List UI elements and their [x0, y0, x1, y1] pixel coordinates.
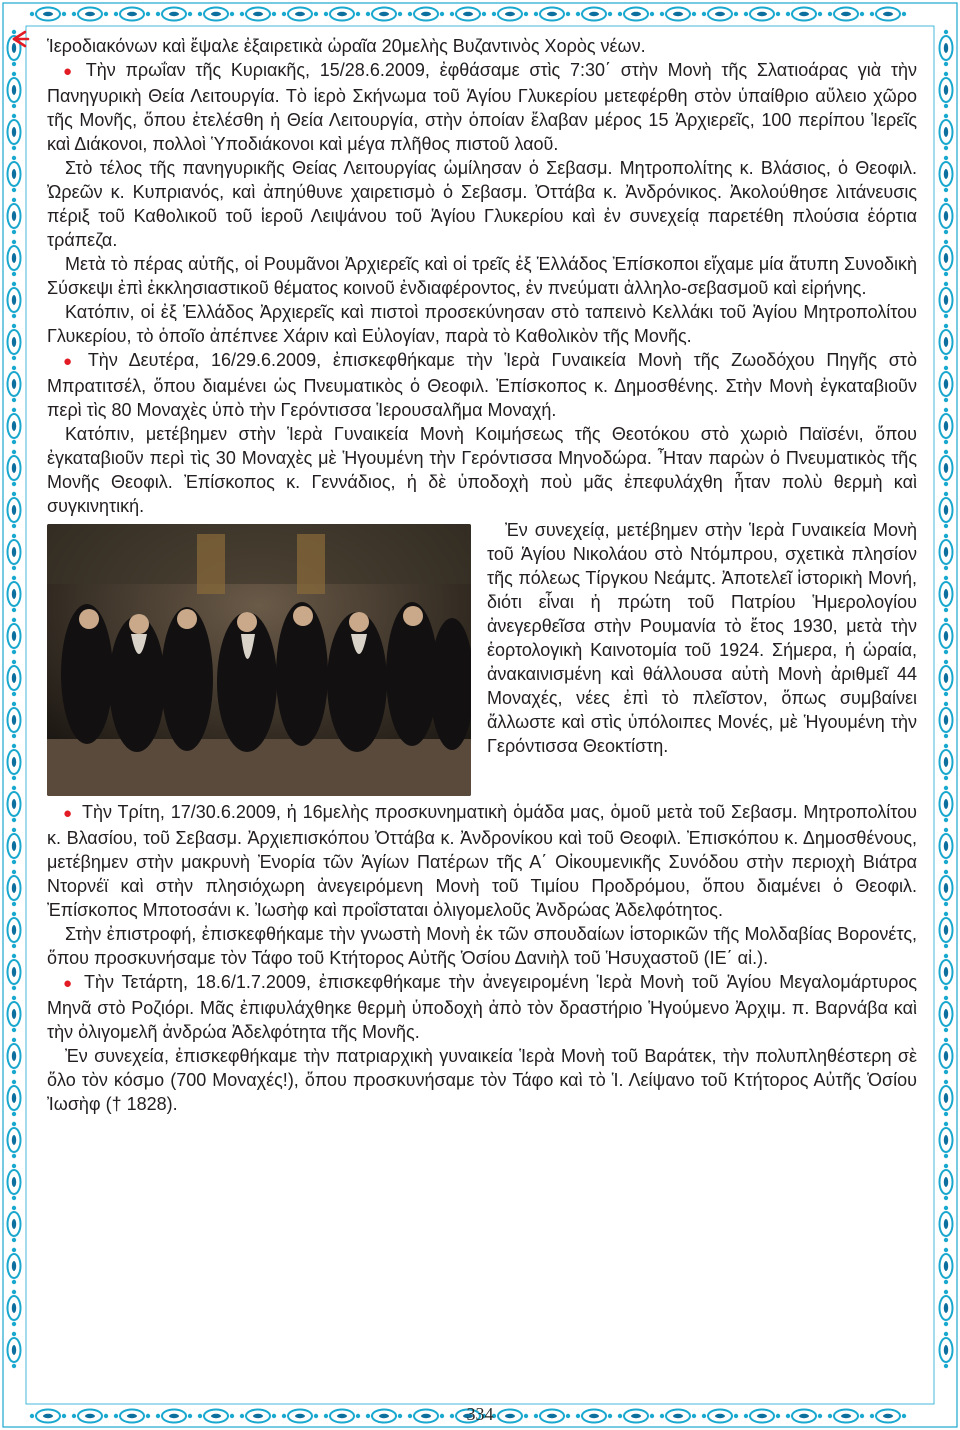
border-ornament [940, 1206, 953, 1242]
border-ornament [534, 8, 570, 21]
border-ornament [940, 954, 953, 990]
border-ornament [72, 8, 108, 21]
border-ornament [8, 366, 21, 402]
paragraph-12: Ἐν συνεχεία, ἐπισκεφθήκαμε τὴν πατριαρχικὴ γυναικεία Ἱερὰ Μονὴ τοῦ Βαράτεκ, τὴν πολυπληθέστερη σὲ ὅλο τὸν κόσμο (700 Μοναχές!), ὅπου προσκυνήσαμε τὸν Τάφο καὶ τὸ Ἱ. Λείψανο τοῦ Κτήτορος Αὐτῆς Ὁσίου Ἰωσὴφ († 1828). [47, 1046, 917, 1114]
paragraph-9-bulleted [47, 800, 917, 922]
border-ornament [940, 660, 953, 696]
border-ornament [8, 618, 21, 654]
paragraph-1: Ἱεροδιακόνων καὶ ἔψαλε ἐξαιρετικὰ ὡραῖα 20μελὴς Βυζαντινὸς Χορὸς νέων. [47, 36, 646, 56]
paragraph-11-text: Τὴν Τετάρτη, 18.6/1.7.2009, ἐπισκεφθήκαμε τὴν ἀνεγειρομένη Ἱερὰ Μονὴ τοῦ Ἁγίου Μεγαλομάρτυρος Μηνᾶ στὸ Ροζιόρι. Μᾶς ἐπιφυλάχθηκε θερμὴ ὑποδοχὴ ἀπὸ τὸν δραστήριο Ἡγούμενο Ἀρχιμ. π. Βαρνάβα καὶ τὴν ὀλιγομελῆ ἀνδρώα Ἀδελφότητα τῆς Μονῆς. [47, 972, 918, 1042]
border-ornament [8, 828, 21, 864]
border-ornament [198, 8, 234, 21]
paragraph-7: Κατόπιν, μετέβημεν στὴν Ἱερὰ Γυναικεία Μονὴ Κοιμήσεως τῆς Θεοτόκου στὸ χωριὸ Παϊσένι, ὅπου ἐγκαταβιοῦν περὶ τὶς 30 Μοναχὲς μὲ Ἡγουμένη τὴν Γερόντισσα Μηνοδώρα. Ἦταν παρὼν ὁ Πνευματικὸς τῆς Μονῆς Θεοφιλ. Ἐπίσκοπος κ. Γεννάδιος, ἡ δὲ ὑποδοχὴ ποὺ μᾶς ἐπεφυλάχθη ἦταν πολὺ θερμὴ καὶ συγκινητική. [47, 424, 917, 516]
border-ornament [940, 828, 953, 864]
border-ornament [940, 1164, 953, 1200]
bullet-icon: ● [63, 353, 79, 370]
border-ornament [8, 786, 21, 822]
border-ornament [940, 912, 953, 948]
border-ornament [940, 744, 953, 780]
border-ornament [940, 1248, 953, 1284]
bullet-icon: ● [63, 805, 73, 822]
border-ornament [940, 450, 953, 486]
bullet-icon: ● [63, 975, 75, 992]
border-ornament [8, 660, 21, 696]
border-ornament [870, 8, 906, 21]
border-ornament [940, 156, 953, 192]
border-ornament [366, 8, 402, 21]
paragraph-4: Μετὰ τὸ πέρας αὐτῆς, οἱ Ρουμᾶνοι Ἀρχιερεῖς καὶ οἱ τρεῖς ἐξ Ἑλλάδος Ἐπίσκοποι εἴχαμε μία ἄτυπη Συνοδικὴ Σύσκεψι ἐπὶ ἐκκλησιαστικοῦ θέματος κοινοῦ ἐνδιαφέροντος, ἐν πνεύματι ἀλληλο-σεβασμοῦ καὶ εἰρήνης. [47, 254, 917, 298]
border-ornament [940, 240, 953, 276]
border-ornament [702, 8, 738, 21]
border-ornament [576, 8, 612, 21]
back-arrow-icon[interactable] [8, 28, 30, 50]
border-ornament [492, 8, 528, 21]
border-ornament [240, 8, 276, 21]
border-ornament [30, 8, 66, 21]
border-ornament [8, 1332, 21, 1368]
border-ornament [940, 492, 953, 528]
bullet-icon: ● [63, 63, 77, 80]
paragraph-2-text: Τὴν πρωΐαν τῆς Κυριακῆς, 15/28.6.2009, ἐφθάσαμε στὶς 7:30΄ στὴν Μονὴ τῆς Σλατιοάρας γιὰ τὴν Πανηγυρικὴ Θεία Λειτουργία. Τὸ ἱερὸ Σκήνωμα τοῦ Ἁγίου Γλυκερίου μετεφέρθη στὸν ὑπαίθριο αὔλειο χῶρο τῆς Μονῆς, ὅπου ἐτελέσθη ἡ Θεία Λειτουργία, στὴν ὁποίαν ἔλαβαν μέρος 15 Ἀρχιερεῖς, 100 περίπου Ἱερεῖς καὶ Διάκονοι, πολλοὶ Ὑποδιάκονοι καὶ μέγα πλῆθος πιστοῦ λαοῦ. [47, 60, 917, 154]
border-ornament [618, 8, 654, 21]
border-ornament [940, 786, 953, 822]
border-ornament [940, 282, 953, 318]
paragraph-11-bulleted [47, 970, 917, 1044]
border-ornament [940, 1122, 953, 1158]
border-ornament [282, 8, 318, 21]
border-ornament [940, 534, 953, 570]
border-ornament [8, 954, 21, 990]
border-ornament [940, 996, 953, 1032]
border-ornament [940, 72, 953, 108]
border-ornament [8, 324, 21, 360]
border-ornament [8, 282, 21, 318]
border-ornament [8, 744, 21, 780]
border-ornament [786, 8, 822, 21]
paragraph-6-bulleted [47, 348, 917, 422]
border-ornament [940, 576, 953, 612]
border-ornament [8, 534, 21, 570]
border-ornament [940, 324, 953, 360]
border-ornament [156, 8, 192, 21]
border-ornament [940, 366, 953, 402]
border-ornament [660, 8, 696, 21]
border-ornament [408, 8, 444, 21]
article-body [47, 34, 917, 1116]
border-ornament [8, 1206, 21, 1242]
paragraph-8: Ἐν συνεχείᾳ, μετέβημεν στὴν Ἱερὰ Γυναικεία Μονὴ τοῦ Ἁγίου Νικολάου στὸ Ντόμπρου, σχετικὰ πλησίον τῆς πόλεως Τίργκου Νεάμτς. Ἀποτελεῖ ἱστορικὴ Μονή, διότι εἶναι ἡ πρώτη τοῦ Πατρίου Ἡμερολογίου ἀνεγερθεῖσα στὴν Ρουμανία τὸ ἔτος 1930, μετὰ τὴν ἑορτολογικὴ Καινοτομία τοῦ 1924. Σήμερα, ἡ ὡραία, ἀνακαινισμένη καὶ θάλλουσα αὐτὴ Μονὴ ἀριθμεῖ 44 Μοναχές, νέες ἐπὶ τὸ πλεῖστον, ὅπως συμβαίνει ἄλλωστε καὶ στὶς ὑπόλοιπες Μονές, μὲ Ἡγουμένη τὴν Γερόντισσα Θεοκτίστη. [487, 520, 917, 756]
border-ornament [940, 30, 953, 66]
border-ornament [8, 1164, 21, 1200]
paragraph-5: Κατόπιν, οἱ ἐξ Ἑλλάδος Ἀρχιερεῖς καὶ πιστοὶ προσεκύνησαν στὸ ταπεινὸ Κελλάκι τοῦ Ἁγίου Μητροπολίτου Γλυκερίου, τὸ ὁποῖο ἀπέπνεε Χάριν καὶ Εὐλογίαν, παρὰ τὸ Καθολικὸν τῆς Μονῆς. [47, 302, 917, 346]
border-ornament [8, 996, 21, 1032]
border-ornament [8, 1038, 21, 1074]
border-ornament [744, 8, 780, 21]
border-ornament [940, 1080, 953, 1116]
border-ornament [8, 1290, 21, 1326]
border-ornament [940, 1332, 953, 1368]
border-ornament [940, 198, 953, 234]
border-ornament [8, 870, 21, 906]
border-ornament [940, 618, 953, 654]
photo-of-clergy-and-nuns-in-church-icon [47, 524, 471, 796]
page-number: 334 [466, 1404, 494, 1424]
border-ornament [8, 450, 21, 486]
border-ornament [8, 1080, 21, 1116]
border-ornament [8, 240, 21, 276]
border-ornament [8, 156, 21, 192]
paragraph-6-text: Τὴν Δευτέρα, 16/29.6.2009, ἐπισκεφθήκαμε τὴν Ἱερὰ Γυναικεία Μονὴ τῆς Ζωοδόχου Πηγῆς στὸ Μπρατιτσέλ, ὅπου διαμένει ὡς Πνευματικὸς ὁ Θεοφιλ. Ἐπίσκοπος κ. Δημοσθένης. Στὴν Μονὴ ἐγκαταβιοῦν περὶ τὶς 80 Μοναχὲς ὑπὸ τὴν Γερόντισσα Ἱερουσαλῆμα Μοναχή. [47, 350, 917, 420]
paragraph-3: Στὸ τέλος τῆς πανηγυρικῆς Θείας Λειτουργίας ὡμίλησαν ὁ Σεβασμ. Μητροπολίτης κ. Βλάσιος, ὁ Θεοφιλ. Ὠρεῶν κ. Κυπριανός, καὶ ἀπηύθυνε χαιρετισμὸ ὁ Σεβασμ. Ὀττάβα κ. Ἀνδρόνικος. Ἀκολούθησε λιτάνευσις πέριξ τοῦ Καθολικοῦ τοῦ ἱεροῦ Λειψάνου τοῦ Ἁγίου Γλυκερίου καὶ ἐν συνεχείᾳ παρετέθη πλούσια ἑόρτια τράπεζα. [47, 158, 917, 250]
border-ornament [828, 8, 864, 21]
paragraph-10: Στὴν ἐπιστροφή, ἐπισκεφθήκαμε τὴν γνωστὴ Μονὴ ἐκ τῶν σπουδαίων ἱστορικῶν τῆς Μολδαβίας Βορονέτς, ὅπου προσκυνήσαμε τὸν Τάφο τοῦ Κτήτορος Αὐτῆς Ὁσίου Δανιὴλ τοῦ Ἡσυχαστοῦ (ΙΕ΄ αἰ.). [47, 924, 917, 968]
border-ornament [450, 8, 486, 21]
border-ornament [8, 408, 21, 444]
paragraph-9-text: Τὴν Τρίτη, 17/30.6.2009, ἡ 16μελὴς προσκυνηματικὴ ὁμάδα μας, ὁμοῦ μετὰ τοῦ Σεβασμ. Μητροπολίτου κ. Βλασίου, τοῦ Σεβασμ. Ἀρχιεπισκόπου Ὀττάβα κ. Ἀνδρονίκου καὶ τοῦ Θεοφιλ. Ἐπισκόπου κ. Δημοσθένους, μετέβημεν στὴν μακρυνὴ Ἐνορία τῶν Ἁγίων Πατέρων τῆς Α΄ Οἰκουμενικῆς Συνόδου στὴν περιοχὴ Βιάτρα Ντορνέϊ καὶ στὴν πλησιόχωρη ἀνεγειρόμενη Μονὴ τοῦ Τιμίου Προδρόμου, ὅπου διαμένει ὁ Θεοφιλ. Ἐπίσκοπος Μποτοσάνι κ. Ἰωσὴφ καὶ προΐσταται ὀλιγομελοῦς Ἀνδρώας Ἀδελφότητος. [47, 802, 917, 920]
border-ornament [940, 1038, 953, 1074]
border-ornament [940, 408, 953, 444]
border-ornament [8, 198, 21, 234]
border-ornament [114, 8, 150, 21]
border-ornament [8, 702, 21, 738]
border-ornament [8, 912, 21, 948]
border-ornament [940, 1290, 953, 1326]
border-ornament [940, 702, 953, 738]
border-ornament [8, 1122, 21, 1158]
border-ornament [8, 492, 21, 528]
border-ornament [8, 1248, 21, 1284]
border-ornament [940, 870, 953, 906]
border-ornament [940, 114, 953, 150]
paragraph-2-bulleted [47, 58, 917, 156]
border-ornament [324, 8, 360, 21]
border-ornament [8, 576, 21, 612]
border-ornament [8, 114, 21, 150]
church-photo [47, 524, 471, 796]
border-ornament [8, 72, 21, 108]
